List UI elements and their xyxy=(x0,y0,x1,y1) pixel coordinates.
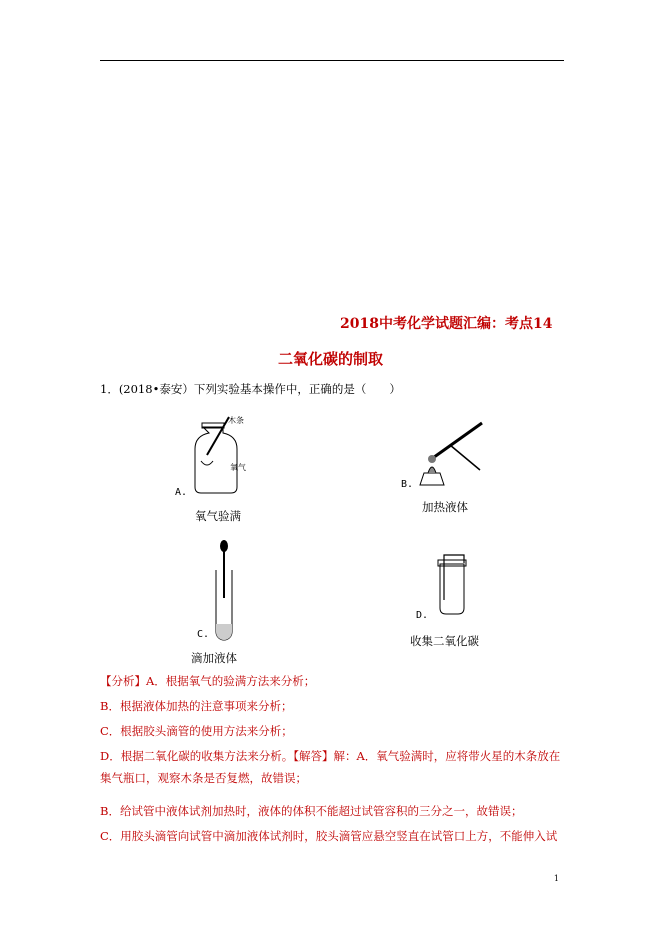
figure-oxygen-test xyxy=(185,415,255,495)
analysis-line: D．根据二氧化碳的收集方法来分析。【解答】解：A．氧气验满时，应将带火星的木条放在集气瓶口，观察木条是否复燃，故错误； xyxy=(100,749,561,785)
option-a-caption: 氧气验满 xyxy=(195,509,241,523)
option-b-caption: 加热液体 xyxy=(422,500,468,514)
gas-label: 氧气 xyxy=(230,463,246,472)
analysis-line: B．根据液体加热的注意事项来分析； xyxy=(100,699,293,713)
section-title: 二氧化碳的制取 xyxy=(277,350,383,368)
analysis-line: C．用胶头滴管向试管中滴加液体试剂时，胶头滴管应悬空竖直在试管口上方，不能伸入试 xyxy=(100,829,558,843)
option-c-letter[interactable]: C. xyxy=(197,629,210,640)
option-d-caption: 收集二氧化碳 xyxy=(410,634,479,648)
page-number: 1 xyxy=(553,874,559,883)
gas-bottle-stick-icon xyxy=(185,415,255,495)
option-c-caption: 滴加液体 xyxy=(191,651,237,665)
test-tube-heating-icon xyxy=(410,415,490,490)
figure-collect-co2 xyxy=(432,550,472,620)
figure-dropping-liquid xyxy=(212,538,236,643)
analysis-line: 【分析】A．根据氧气的验满方法来分析； xyxy=(100,674,316,688)
option-a-letter[interactable]: A. xyxy=(175,487,188,498)
figure-heating-liquid xyxy=(410,415,490,490)
page-title: 2018中考化学试题汇编：考点14 xyxy=(340,316,553,332)
header-rule xyxy=(100,60,564,61)
dropper-test-tube-icon xyxy=(212,538,236,643)
analysis-line: C．根据胶头滴管的使用方法来分析； xyxy=(100,724,293,738)
option-d-letter[interactable]: D. xyxy=(416,610,429,621)
analysis-line: B．给试管中液体试剂加热时，液体的体积不能超过试管容积的三分之一，故错误； xyxy=(100,804,523,818)
question-stem: 1．(2018•泰安）下列实验基本操作中，正确的是（ ） xyxy=(100,382,401,396)
stick-label: 木条 xyxy=(228,416,244,425)
gas-collection-bottle-icon xyxy=(432,550,472,620)
option-b-letter[interactable]: B. xyxy=(401,479,414,490)
